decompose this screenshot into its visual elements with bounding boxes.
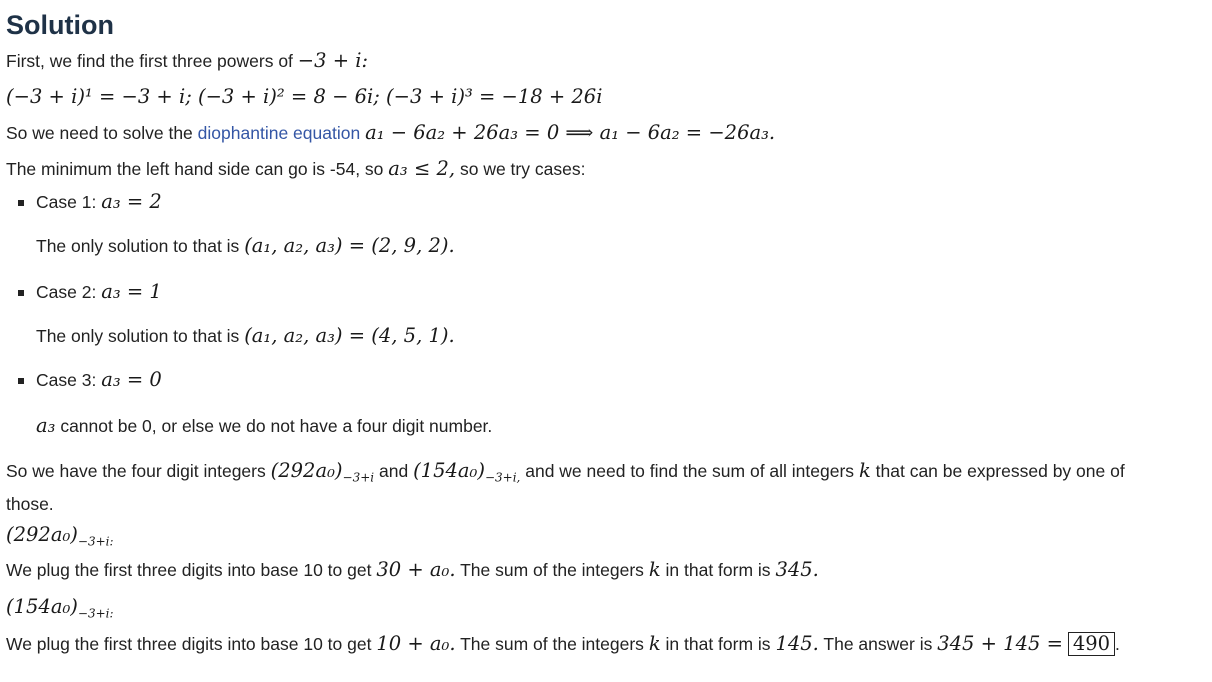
integers-text-cont: those. (6, 493, 54, 514)
powers-math: (−3 + i)¹ = −3 + i; (−3 + i)² = 8 − 6i; (−3 + i)³ = −18 + 26i (6, 85, 603, 108)
answer-period: . (1115, 633, 1120, 654)
case-label: Case 2: (36, 282, 97, 302)
case-1 (6, 188, 1206, 232)
answer-box: 490 (1068, 632, 1115, 656)
integer-b-math: (154a₀) (413, 459, 485, 482)
case-a-form: 30 + a₀. (376, 557, 456, 581)
powers-line (6, 78, 1206, 116)
k-math: k (858, 459, 871, 482)
case-math: a₃ = 0 (101, 368, 162, 391)
case-detail-text: The only solution to that is (36, 326, 240, 346)
intro-math: −3 + i: (297, 49, 369, 72)
case-b-math: (154a₀) (6, 594, 78, 618)
case-2 (6, 278, 1206, 322)
integer-a-base: −3+i (342, 470, 375, 485)
case-3 (6, 366, 1206, 412)
case-a-text-2: The sum of the integers (460, 559, 644, 580)
integer-a-math: (292a₀) (270, 459, 343, 482)
minimum-text-end: so we try cases: (459, 159, 586, 179)
case-math: a₃ = 1 (101, 280, 162, 303)
case-b-form: 10 + a₀. (376, 631, 456, 655)
case-detail-text: cannot be 0, or else we do not have a four digit number. (60, 416, 493, 436)
case-detail-math: a₃ (36, 414, 56, 437)
case-detail-math: (a₁, a₂, a₃) = (2, 9, 2). (244, 234, 455, 257)
minimum-math: a₃ ≤ 2, (388, 157, 456, 180)
case-a-line (6, 553, 1206, 587)
case-math: a₃ = 2 (101, 190, 162, 213)
case-a-text-3: in that form is (665, 559, 771, 580)
case-b-line (6, 627, 1206, 661)
case-1-detail (6, 232, 1206, 278)
case-a-heading (6, 517, 1206, 553)
bullet-icon (18, 200, 24, 206)
case-b-text-2: The sum of the integers (460, 633, 644, 654)
case-b-sum: 145. (775, 631, 819, 655)
case-b-heading (6, 587, 1206, 627)
intro-text: First, we find the first three powers of (6, 51, 293, 71)
equation-math: a₁ − 6a₂ + 26a₃ = 0 ⟹ a₁ − 6a₂ = −26a₃. (365, 121, 776, 144)
integer-b-base: −3+i, (484, 470, 521, 485)
diophantine-link[interactable]: diophantine equation (197, 123, 361, 143)
minimum-text: The minimum the left hand side can go is -54, so (6, 159, 384, 179)
integers-paragraph (6, 458, 1206, 517)
bullet-icon (18, 290, 24, 296)
and-text: and (378, 461, 409, 481)
case-a-text: We plug the first three digits into base 10 to get (6, 559, 372, 580)
case-b-k: k (648, 631, 661, 655)
integers-text-2: and we need to find the sum of all integers (525, 461, 855, 481)
case-detail-text: The only solution to that is (36, 236, 240, 256)
cases-list (6, 188, 1206, 456)
integers-text: So we have the four digit integers (6, 461, 266, 481)
answer-text: The answer is (823, 633, 933, 654)
case-label: Case 1: (36, 192, 97, 212)
bullet-icon (18, 378, 24, 384)
equation-text: So we need to solve the (6, 123, 193, 143)
case-a-base: −3+i: (77, 534, 114, 548)
case-detail-math: (a₁, a₂, a₃) = (4, 5, 1). (244, 324, 455, 347)
case-3-detail (6, 412, 1206, 456)
case-b-text-3: in that form is (665, 633, 771, 654)
case-2-detail (6, 322, 1206, 366)
integers-text-3: that can be expressed by one of (875, 461, 1125, 481)
page-title: Solution (6, 10, 114, 40)
case-b-text: We plug the first three digits into base 10 to get (6, 633, 372, 654)
case-label: Case 3: (36, 370, 97, 390)
answer-math: 345 + 145 = (937, 631, 1063, 655)
case-b-base: −3+i: (77, 606, 114, 620)
case-a-k: k (648, 557, 661, 581)
equation-line (6, 116, 1206, 150)
minimum-line (6, 150, 1206, 188)
intro-line (6, 44, 1206, 78)
case-a-math: (292a₀) (6, 522, 78, 546)
case-a-sum: 345. (775, 557, 819, 581)
